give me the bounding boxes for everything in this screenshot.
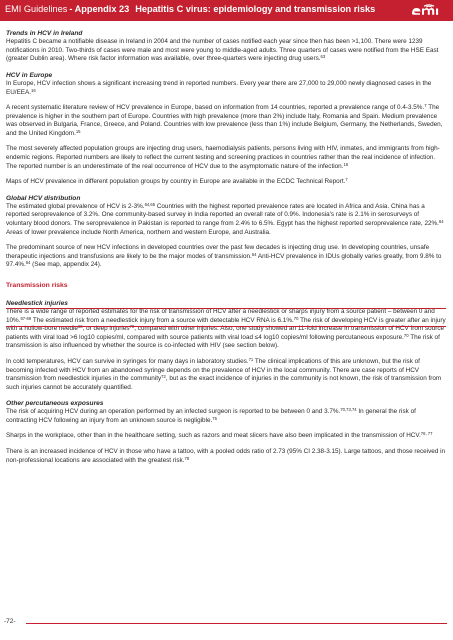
reference-marker: 68: [77, 324, 83, 330]
emi-logo: [411, 3, 441, 18]
section-heading-global: Global HCV distribution: [6, 194, 81, 202]
paragraph-needlestick-2: In cold temperatures, HCV can survive in syringes for many days in laboratory studies.$^{71}$ The clinical implications of this are unknown, but the risk of becoming infected with HCV from an abandoned syringe depends on the prevalence of HCV in the local community. There are case reports of HCV transmission from needlestick injuries in the community$^{72}$, but as the exact incidence of injuries in the community is not known, the risk of transmission from such injuries cannot be accurately quantified.: [6, 356, 442, 391]
header-appendix: - Appendix 23: [69, 4, 130, 14]
reference-marker: 78: [184, 455, 190, 461]
reference-marker: 64: [251, 251, 257, 257]
reference-marker: 16: [343, 161, 349, 167]
reference-marker: 7: [424, 102, 427, 108]
paragraph-europe-3: The most severely affected population groups are injecting drug users, haemodialysis patients, persons living with HIV, inmates, and immigrants from high-endemic regions. Reported numbers are likely to reflect the current testing and screening practices in countries rather than the real incidence of infection. The reported number is an underestimate of the real occurrence of HCV due to the asymptomatic nature of the infection.$^{16}$: [6, 145, 440, 170]
header-title: [5, 4, 375, 14]
reference-marker: 70,73,74: [340, 407, 357, 413]
reference-marker: 70: [293, 315, 299, 321]
reference-marker: 72: [161, 373, 166, 379]
reference-marker: 64,65: [144, 201, 156, 207]
section-heading-needlestick: Needlestick injuries: [6, 299, 68, 307]
footer-divider: [26, 623, 447, 624]
reference-marker: 76, 77: [420, 431, 433, 437]
reference-marker: 70: [129, 324, 135, 330]
reference-marker: 67-69: [20, 315, 32, 321]
emi-logo-icon: [411, 3, 441, 18]
reference-marker: 71: [248, 356, 254, 362]
paragraph-percutaneous-3: There is an increased incidence of HCV in those who have a tattoo, with a pooled odds ratio of 2.73 (95% CI 2.38-3.15). Large tattoos, and those received in non-professional locations are associated with the greatest risk.$^{78}$: [6, 447, 446, 464]
section-heading-ireland: Trends in HCV in Ireland: [6, 30, 83, 37]
page-number: -72-: [4, 618, 19, 625]
reference-marker: 15: [75, 128, 81, 134]
paragraph-global-1: The estimated global prevalence of HCV is 2-3%.$^{64,65}$ Countries with the highest reported prevalence rates are located in Africa and Asia. China has a reported seroprevalence of 3.2%. One community-based survey in India reported an overall rate of 0.9%. Indonesia's rate is 2.1% in serosurveys of voluntary blood donors. The seroprevalence in Pakistan is reported to range from 2.4% to 6.5%. Egypt has the highest reported seroprevalence rate, 22%.$^{64}$ Areas of lower prevalence include North America, northern and western Europe, and Australia.: [6, 201, 444, 236]
reference-marker: 70: [403, 332, 409, 338]
reference-marker: 16: [31, 87, 36, 93]
reference-marker: 75: [212, 415, 217, 421]
divider-top: [6, 308, 446, 309]
reference-marker: 63: [320, 54, 326, 60]
paragraph-ireland: Hepatitis C became a notifiable disease in Ireland in 2004 and the number of cases notified each year since then has been >1,100. There were 1239 notifications in 2010. Two-thirds of cases were male and most were young to middle-aged adults. Three quarters of cases were notified from the HSE East (greater Dublin area). Where risk factor information was available, over three-quarters were injecting drug users.$^{63}$: [6, 38, 439, 63]
paragraph-europe-2: A recent systematic literature review of HCV prevalence in Europe, based on information from 14 countries, reported a prevalence range of 0.4-3.5%.$^7$ The prevalence is higher in the southern part of Europe. Countries with high prevalence (more than 2%) include Italy, Romania and Spain. Medium prevalence was observed in Bulgaria, France, Greece, and Poland. Countries with low prevalence (less than 1%) include Belgium, Germany, the Netherlands, Sweden, and the United Kingdom.$^{15}$: [6, 102, 443, 138]
paragraph-percutaneous-2: Sharps in the workplace, other than in the healthcare setting, such as razors and meat slicers have also been implicated in the transmission of HCV.$^{76, 77}$: [6, 431, 433, 440]
reference-marker: 64: [25, 260, 31, 266]
paragraph-needlestick-1: There is a wide range of reported estimates for the risk of transmission of HCV after a needlestick or sharps injury from a source patient – between 0 and 10%.$^{67-69}$ The estimated risk from a needlestick injury from a source with detectable HCV RNA is 6.1%.$^{70}$ The risk of developing HCV is greater after an injury with a hollow-bore needle$^{68}$, or deep injuries$^{70}$, compared with other injuries. Also, one study showed an 11-fold increase in transmission of HCV from source patients with viral load >6 log10 copies/ml, compared with source patients with viral load ≤4 log10 copies/ml following percutaneous exposure.$^{70}$ The risk of transmission is also influenced by whether the source is co-infected with HIV (see section below).: [6, 307, 446, 350]
reference-marker: 7: [345, 176, 348, 182]
paragraph-europe-1: In Europe, HCV infection shows a significant increasing trend in reported numbers. Every year there are 27,000 to 29,000 newly diagnosed cases in the EU/EEA.$^{16}$: [6, 80, 432, 96]
header-subtitle: Hepatitis C virus: epidemiology and transmission risks: [135, 4, 376, 14]
paragraph-percutaneous-1: The risk of acquiring HCV during an operation performed by an infected surgeon is reported to be between 0 and 3.7%.$^{70,73,74}$ In general the risk of contracting HCV following an injury from an unknown source is negligible.$^{75}$: [6, 407, 416, 425]
header-bar: [0, 0, 453, 21]
section-heading-percutaneous: Other percutaneous exposures: [6, 400, 104, 408]
page-content: [6, 29, 446, 472]
header-guidelines: EMI Guidelines: [5, 4, 68, 14]
paragraph-europe-4: Maps of HCV prevalence in different population groups by country in Europe are available in the ECDC Technical Report.$^7$: [6, 176, 348, 186]
paragraph-global-2: The predominant source of new HCV infections in developed countries over the past few decades is injecting drug use. In developing countries, unsafe therapeutic injections and transfusions are likely to be the major modes of transmission.$^{64}$ Anti-HCV prevalence in IDUs globally varies greatly, from 9.8% to 97.4%.$^{64}$ (See map, appendix 24).: [6, 244, 442, 269]
section-heading-transmission: Transmission risks: [6, 281, 68, 289]
section-heading-europe: HCV in Europe: [6, 71, 53, 79]
reference-marker: 64: [438, 218, 444, 224]
